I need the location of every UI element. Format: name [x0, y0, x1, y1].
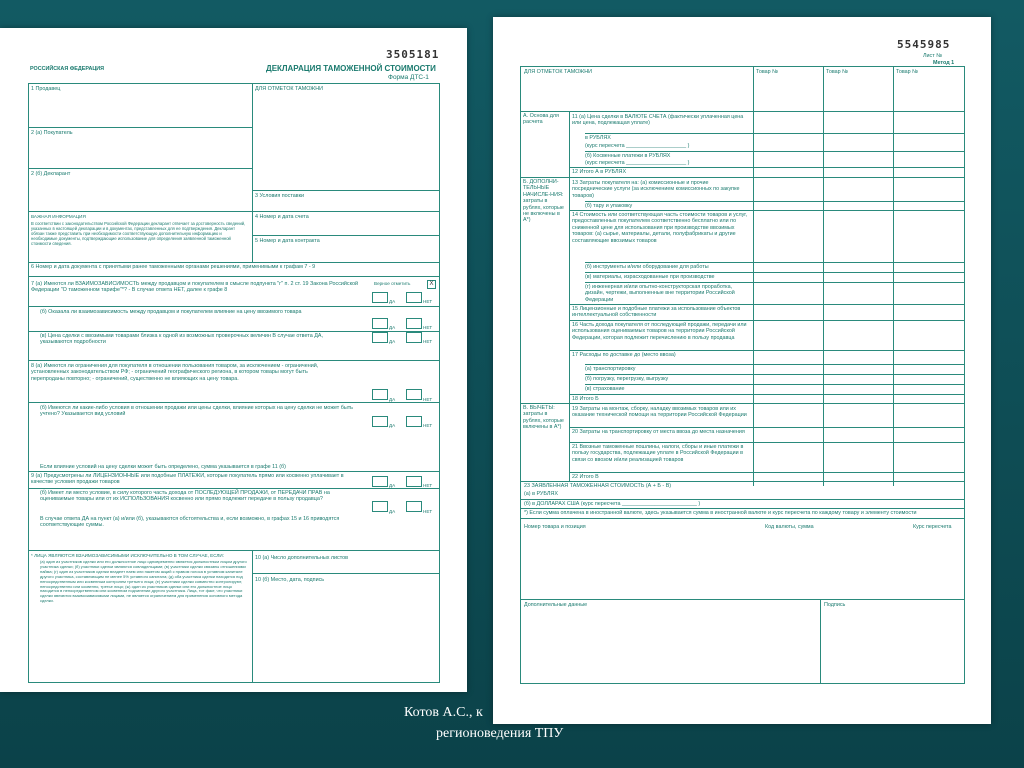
row-23-declared-value: 23 ЗАЯВЛЕННАЯ ТАМОЖЕННАЯ СТОИМОСТЬ (А + Б - В)	[524, 483, 672, 489]
field-7b-no-checkbox[interactable]	[406, 318, 422, 329]
row-12-total-a: 12 Итого А в РУБЛЯХ	[572, 169, 627, 175]
country-label: РОССИЙСКАЯ ФЕДЕРАЦИЯ	[30, 66, 105, 72]
row-15-license: 15 Лицензионные и подобные платежи за использование объектов интеллектуальной собственности	[572, 306, 741, 319]
field-8a-yes-checkbox[interactable]	[372, 389, 388, 400]
no-label: НЕТ	[423, 509, 433, 514]
slide-caption-author: Котов А.С., к	[404, 705, 483, 720]
col-currency-amount: Код валюты, сумма	[765, 524, 814, 530]
row-17a: (а) транспортировку	[585, 366, 636, 372]
field-9b-no-checkbox[interactable]	[406, 501, 422, 512]
sheet-number-label: Лист №	[923, 53, 942, 59]
row-21-duties: 21 Ввозные таможенные пошлины, налоги, сборы и иные платежи в пользу государства, подлежащие уплате в Российской Федерации в связи со ввозом и/или реализацией товаров	[572, 444, 744, 463]
row-18-total-b: 18 Итого Б	[572, 396, 599, 402]
field-9a-yes-checkbox[interactable]	[372, 476, 388, 487]
form-type: Форма ДТС-1	[388, 74, 429, 81]
goods-column-3: Товар №	[896, 69, 918, 75]
form-serial-number: 3505181	[386, 48, 440, 61]
no-label: НЕТ	[423, 325, 433, 330]
row-14b: (б) инструменты и/или оборудование для работы	[585, 264, 709, 270]
col-goods-position: Номер товара и позиция	[524, 524, 586, 530]
field-8b-conditions: (б) Имеются ли какие-либо условия в отношении продажи или цены сделки, влияние которых на цену сделки не может быть учтено? Указывается вид условий	[40, 405, 353, 418]
no-label: НЕТ	[423, 423, 433, 428]
row-14c: (в) материалы, израсходованные при производстве	[585, 274, 715, 280]
field-10b-place-date-signature: 10 (б) Место, дата, подпись	[255, 577, 325, 583]
footnote-title: * ЛИЦА ЯВЛЯЮТСЯ ВЗАИМОЗАВИСИМЫМИ ИСКЛЮЧИТЕЛЬНО В ТОМ СЛУЧАЕ, ЕСЛИ:	[31, 553, 224, 558]
field-9-note: В случае ответа ДА на пункт (а) и/или (б), указываются обстоятельства и, если возможно, в графах 15 и 16 приводятся соответствующие суммы.	[40, 516, 340, 529]
yes-label: ДА	[389, 325, 396, 330]
row-23a-rub: (а) в РУБЛЯХ	[524, 491, 558, 497]
field-9b-resale-income: (б) Имеет ли место условие, в силу которого часть дохода от ПОСЛЕДУЮЩЕЙ ПРОДАЖИ, от ПЕРЕДАЧИ ПРАВ на оцениваемые товары или от их ИСПОЛЬЗОВАНИЯ косвенно или прямо подлежит передаче в пользу продавца?	[40, 490, 330, 503]
field-7c-price-check: (в) Цена сделки с ввозимыми товарами близка к одной из возможных проверочных величин В случае ответа ДА, указываются подробности	[40, 333, 323, 346]
field-prior-decisions: 6 Номер и дата документа с принятыми ранее таможенными органами решениями, применимыми к графам 7 - 9	[31, 264, 316, 270]
declaration-form-dts1	[0, 28, 467, 692]
row-22-total-c: 22 Итого В	[572, 474, 599, 480]
field-10a-sheets: 10 (а) Число дополнительных листов	[255, 555, 349, 561]
section-b-label: Б. ДОПОЛНИ-ТЕЛЬНЫЕ НАЧИСЛЕ-НИЯ: затраты в рублях, которые не включены в А*)	[523, 179, 564, 224]
field-invoice: 4 Номер и дата счета	[255, 214, 309, 220]
col-exchange-rate: Курс пересчета	[913, 524, 952, 530]
field-7c-yes-checkbox[interactable]	[372, 332, 388, 343]
row-19-assembly: 19 Затраты на монтаж, сборку, наладку ввозимых товаров или их оказание технической помощи на территории Российской Федерации	[572, 406, 747, 419]
foreign-currency-note: *) Если сумма оплачена в иностранной валюте, здесь указывается сумма в иностранной валюте и курс пересчета по каждому товару и элементу стоимости	[524, 510, 917, 516]
field-7b-yes-checkbox[interactable]	[372, 318, 388, 329]
row-11b: (б) Косвенные платежи в РУБЛЯХ	[585, 153, 671, 159]
row-23b-usd: (б) в ДОЛЛАРАХ США (курс пересчета _________________________ )	[524, 501, 701, 507]
field-9a-license: 9 (а) Предусмотрены ли ЛИЦЕНЗИОННЫЕ или подобные ПЛАТЕЖИ, которые покупатель прямо или косвенно уплачивает в качестве условия продажи товаров	[31, 473, 344, 486]
yes-label: ДА	[389, 423, 396, 428]
yes-label: ДА	[389, 299, 396, 304]
row-14d: (г) инженерная и/или опытно-конструкторская проработка, дизайн, чертежи, выполненные вне территории Российской Федерации	[585, 284, 735, 303]
row-17-delivery: 17 Расходы по доставке до (место ввоза)	[572, 352, 676, 358]
declaration-form-dts1-sheet2	[493, 17, 991, 724]
row-13b: (б) тару и упаковку	[585, 203, 633, 209]
no-label: НЕТ	[423, 483, 433, 488]
row-14a: 14 Стоимость или соответствующая часть стоимости товаров и услуг, предоставленных покупателем соответственно бесплатно или по сниженной цене для использования при производстве ввозимых товаров: (а) сырье, материалы, детали, полуфабрикаты и другие составляющие ввозимых товаров	[572, 212, 748, 244]
row-11-rate: (курс пересчета ____________________ )	[585, 143, 690, 149]
yes-label: ДА	[389, 483, 396, 488]
row-11a: 11 (а) Цена сделки в ВАЛЮТЕ СЧЕТА (фактически уплаченная цена или цена, подлежащая уплате)	[572, 114, 744, 127]
field-9b-yes-checkbox[interactable]	[372, 501, 388, 512]
important-info-text: В соответствии с законодательством Российской Федерации декларант отвечает за достоверность сведений, указанных в настоящей декларации и в документах, представленных для ее подтверждения. Декларант обязан также представить при необходимости соответствующую дополнительную информацию и необходимые документы, подтверждающие использование для определения заявленной таможенной стоимости сведения.	[31, 221, 246, 246]
field-9a-no-checkbox[interactable]	[406, 476, 422, 487]
important-info-heading: ВАЖНАЯ ИНФОРМАЦИЯ	[31, 214, 86, 219]
field-contract: 5 Номер и дата контракта	[255, 238, 320, 244]
yes-label: ДА	[389, 339, 396, 344]
field-8b-no-checkbox[interactable]	[406, 416, 422, 427]
field-7a-yes-checkbox[interactable]	[372, 292, 388, 303]
field-declarant: 2 (б) Декларант	[31, 171, 71, 177]
goods-column-2: Товар №	[826, 69, 848, 75]
no-label: НЕТ	[423, 299, 433, 304]
form-title: ДЕКЛАРАЦИЯ ТАМОЖЕННОЙ СТОИМОСТИ	[266, 64, 436, 73]
row-20-transport: 20 Затраты на транспортировку от места ввоза до места назначения	[572, 429, 745, 435]
section-a-label: А. Основа для расчета	[523, 113, 559, 126]
sheet2-customs-marks: ДЛЯ ОТМЕТОК ТАМОЖНИ	[524, 69, 593, 75]
field-7a-no-checkbox[interactable]	[406, 292, 422, 303]
row-17b: (б) погрузку, перегрузку, выгрузку	[585, 376, 669, 382]
row-11b-rate: (курс пересчета ____________________ )	[585, 160, 690, 166]
field-buyer: 2 (а) Покупатель	[31, 130, 73, 136]
section-c-label: В. ВЫЧЕТЫ: затраты в рублях, которые включены в А*)	[523, 405, 564, 431]
field-7a-interdependence: 7 (а) Имеются ли ВЗАИМОЗАВИСИМОСТЬ между продавцом и покупателем в смысле подпункта "г" п. 2 ст. 19 Закона Российской Федерации "О таможенном тарифе"*? - В случае ответа НЕТ, далее к графе 8	[31, 281, 359, 294]
no-label: НЕТ	[423, 397, 433, 402]
field-7c-no-checkbox[interactable]	[406, 332, 422, 343]
field-8a-no-checkbox[interactable]	[406, 389, 422, 400]
row-16-resale: 16 Часть дохода покупателя от последующей продажи, передачи или использования оцениваемых товаров на территории Российской Федерации, которая подлежит перечислению в пользу продавца	[572, 322, 747, 341]
footnote-text: (а) один из участников сделки или его должностное лицо одновременно является должностным лицом другого участника сделки; (б) участники сделки являются совладельцами; (в) участники сделки связаны отношениями найма; (г) один из участников сделки владеет паем или пакетом акций с правом голоса в уставном капитале другого участника, составляющим не менее 5% уставного капитала; (д) оба участника сделки находятся под непосредственным или косвенным контролем третьего лица; (е) участники сделки совместно контролируют, непосредственно или косвенно, третье лицо; (ж) один из участников сделки или его должностное лицо находится в непосредственном или косвенном подчинении другого участника. Лица, тот факт, что участники сделки являются взаимозависимыми лицами, не является ограничением для применения основного метода сделки.	[40, 559, 247, 604]
no-label: НЕТ	[423, 339, 433, 344]
field-8b-yes-checkbox[interactable]	[372, 416, 388, 427]
row-17c: (в) страхование	[585, 386, 625, 392]
yes-label: ДА	[389, 397, 396, 402]
method-label: Метод 1	[933, 60, 955, 66]
field-delivery-terms: 3 Условия поставки	[255, 193, 305, 199]
field-customs-marks: ДЛЯ ОТМЕТОК ТАМОЖНИ	[255, 86, 324, 92]
slide-caption-department: регионоведения ТПУ	[436, 726, 564, 741]
field-8a-restrictions: 8 (а) Имеются ли ограничения для покупателя в отношении пользования товаром, за исключением - ограничений, установленных законодательством РФ; - ограничений географического региона, в котором товары могут быть перепроданы повторно; - ограничений, существенно не влияющих на цену товара.	[31, 363, 319, 382]
correct-answer-label: Верное отметить	[374, 281, 411, 286]
row-13a: 13 Затраты покупателя на: (а) комиссионные и прочие посреднические услуги (за исключением комиссионных по закупке товаров)	[572, 180, 740, 199]
yes-label: ДА	[389, 509, 396, 514]
field-8-note: Если влияние условий на цену сделки может быть определено, сумма указывается в графе 11 (б)	[40, 464, 286, 470]
signature-label: Подпись	[824, 602, 846, 608]
row-11-rub: в РУБЛЯХ	[585, 135, 611, 141]
check-mark-box[interactable]: X	[427, 280, 436, 289]
field-7b-influence: (б) Оказала ли взаимозависимость между продавцом и покупателем влияние на цену ввозимого товара	[40, 309, 302, 315]
goods-column-1: Товар №	[756, 69, 778, 75]
additional-data-label: Дополнительные данные	[524, 602, 588, 608]
field-seller: 1 Продавец	[31, 86, 61, 92]
sheet2-serial-number: 5545985	[897, 38, 951, 51]
